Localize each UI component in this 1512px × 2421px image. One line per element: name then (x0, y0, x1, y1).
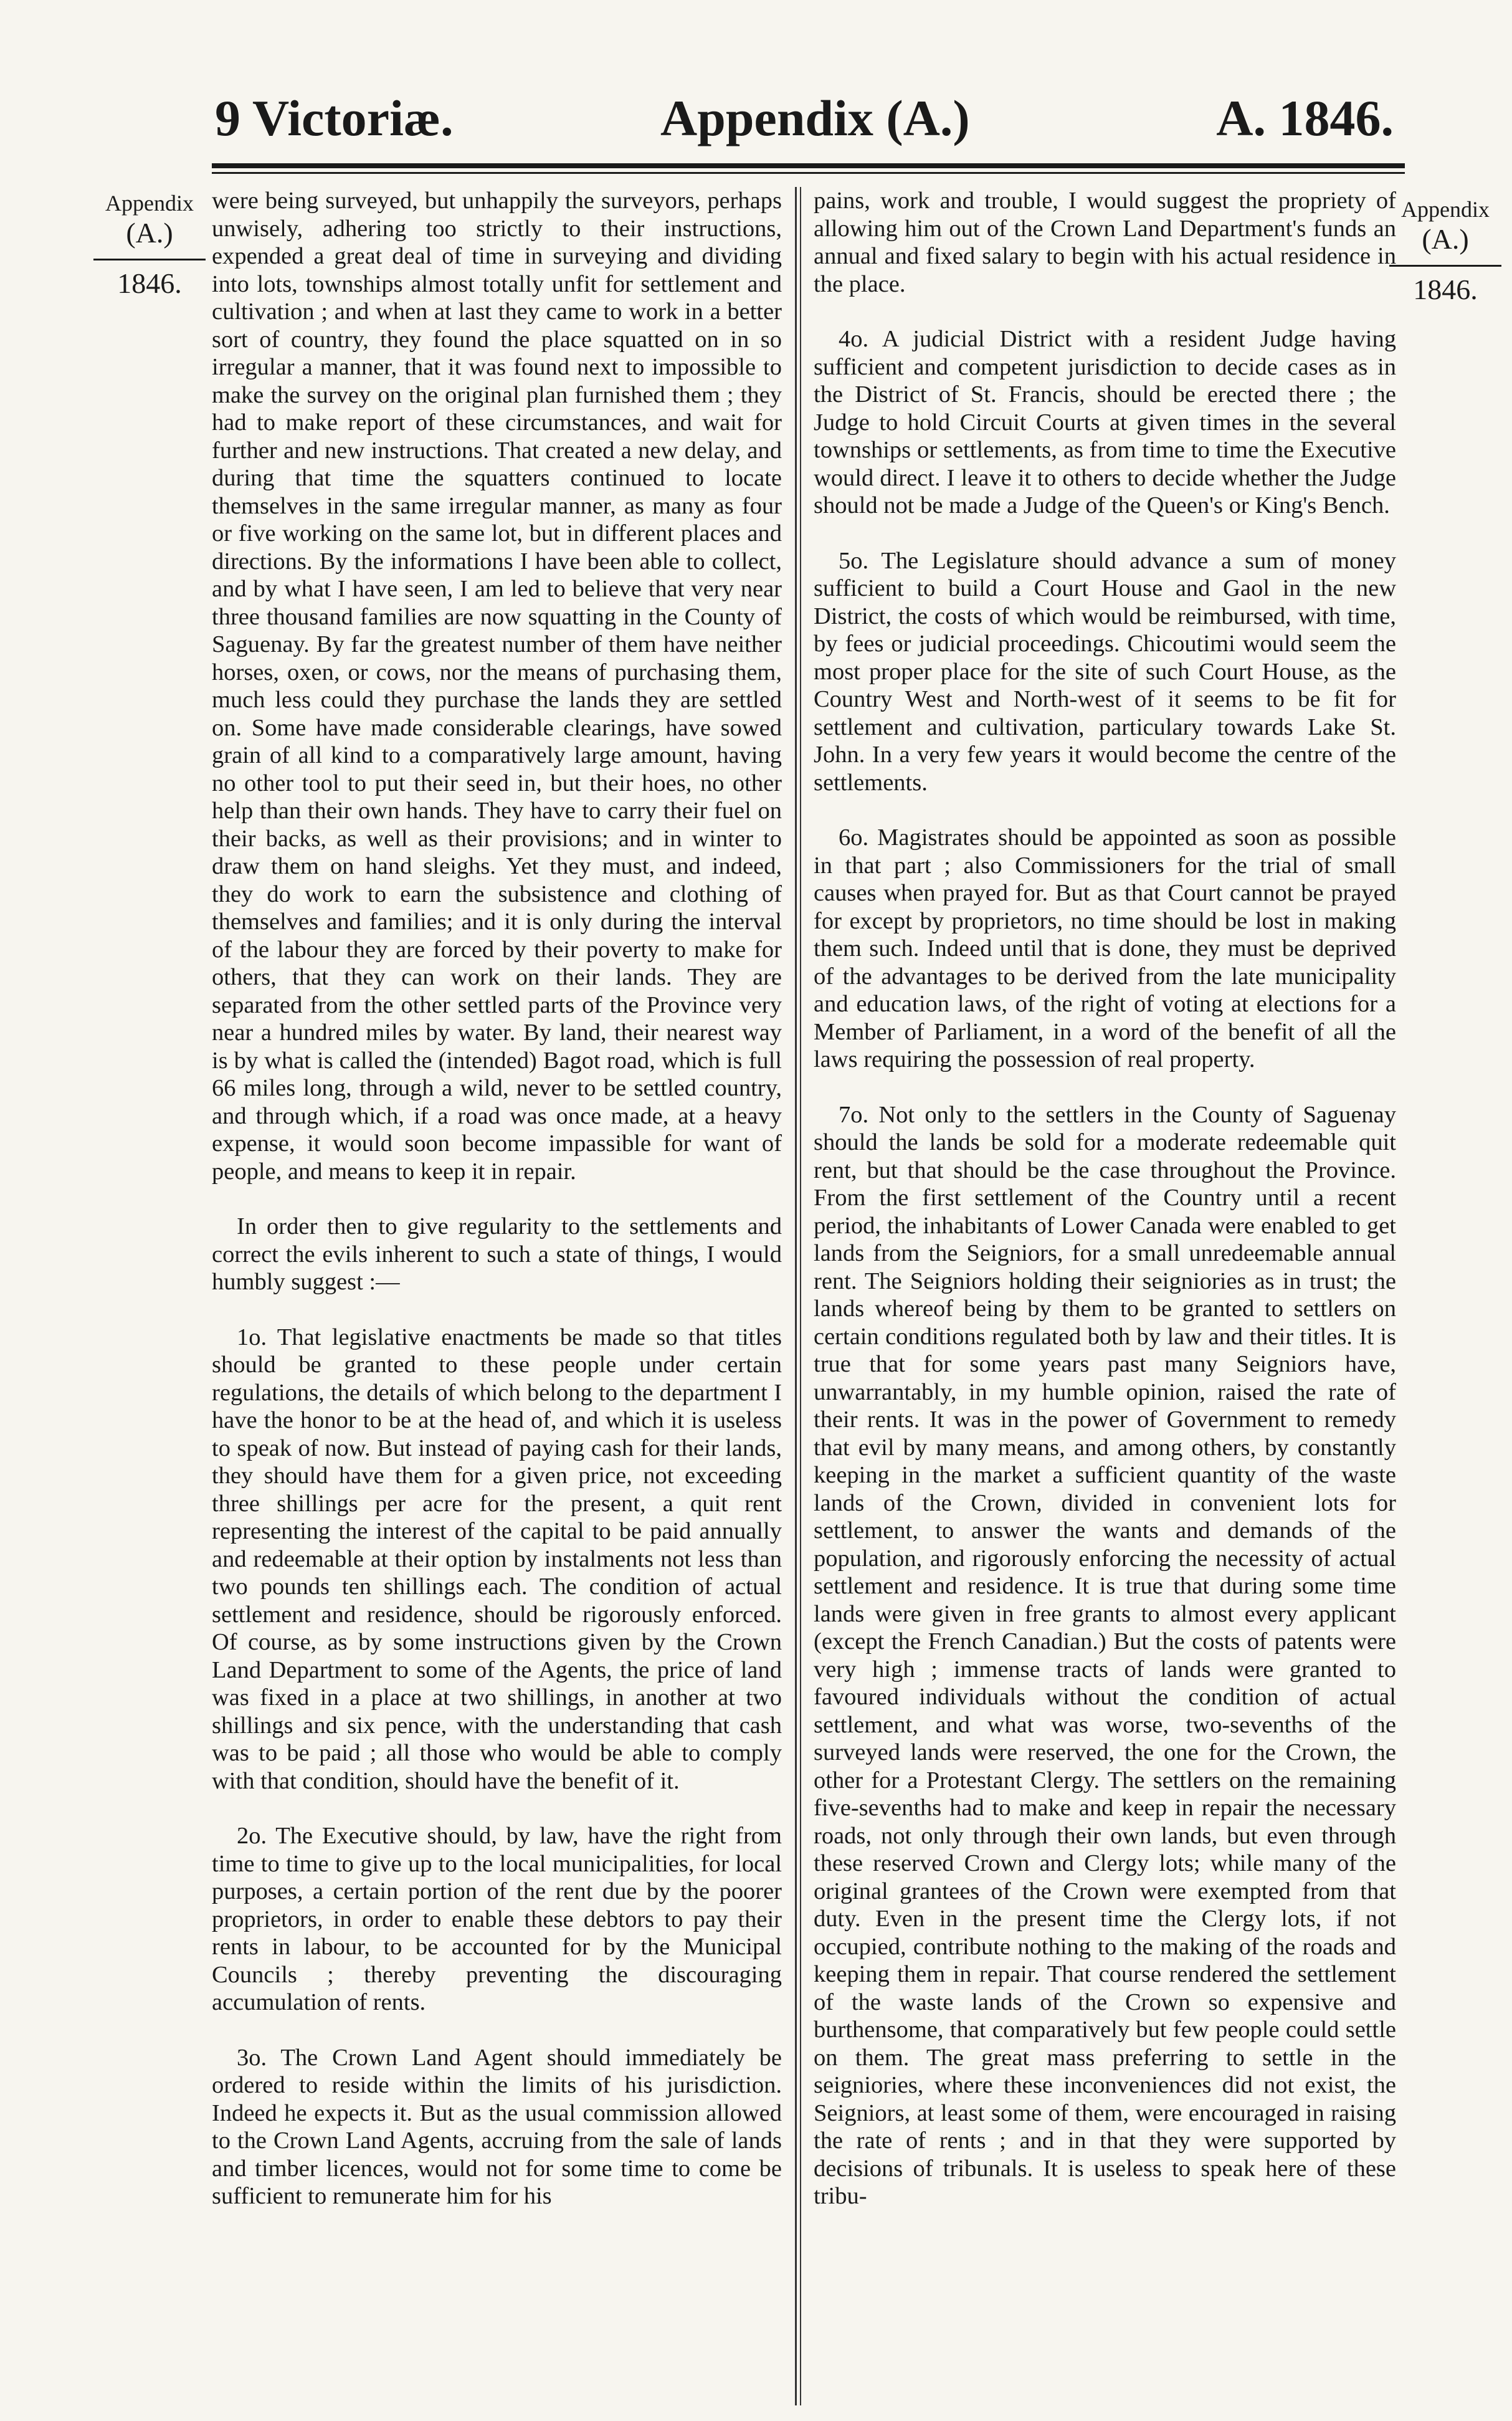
header-appendix-title: Appendix (A.) (660, 90, 970, 146)
header-session: 9 Victoriæ. (215, 90, 454, 146)
margin-section: (A.) (1422, 223, 1469, 255)
paragraph: 6o. Magistrates should be appointed as soon as possible in that part ; also Commissioners for the trial of small causes when prayed for. But as that Court cannot be prayed for except by proprietors, no time should be lost in making them such. Indeed until that is done, they must be deprived of the advantages to be derived from the late municipality and education laws, of the right of voting at elections for a Member of Parliament, in a word of the benefit of all the laws requiring the possession of real property. (814, 824, 1396, 1072)
column-divider (795, 187, 797, 2405)
column-divider-inner (800, 187, 801, 2405)
paragraph: 3o. The Crown Land Agent should immediately be ordered to reside within the limits of his jurisdiction. Indeed he expects it. But as the usual commission allowed to the Crown Land Agents, accruing from the sale of lands and timber licences, would not for some time to come be sufficient to remunerate him for his (212, 2044, 782, 2209)
right-column (814, 187, 1396, 2405)
paragraph: 4o. A judicial District with a resident Judge having sufficient and competent jurisdiction to decide cases as in the District of St. Francis, should be erected there ; the Judge to hold Circuit Courts at given times in the several townships or settlements, as from time to time the Executive would direct. I leave it to others to decide whether the Judge should not be made a Judge of the Queen's or King's Bench. (814, 326, 1396, 518)
margin-year: 1846. (1389, 265, 1501, 307)
running-header (0, 87, 1512, 156)
header-rule-thin (212, 172, 1405, 174)
margin-year: 1846. (93, 259, 206, 300)
header-year: A. 1846. (1216, 90, 1394, 146)
left-column (212, 187, 782, 2405)
paragraph: In order then to give regularity to the settlements and correct the evils inherent to such a state of things, I would humbly suggest :— (212, 1213, 782, 1295)
margin-section: (A.) (126, 217, 173, 249)
margin-label: Appendix (105, 191, 194, 216)
paragraph: 2o. The Executive should, by law, have the right from time to time to give up to the local municipalities, for local purposes, a certain portion of the rent due by the poorer proprietors, in order to enable these debtors to pay their rents in labour, to be accounted for by the Municipal Councils ; thereby preventing the discouraging accumulation of rents. (212, 1823, 782, 2015)
paragraph: 5o. The Legislature should advance a sum of money sufficient to build a Court House and Gaol in the new District, the costs of which would be reimbursed, with time, by fees or judicial proceedings. Chicoutimi would seem the most proper place for the site of such Court House, as the Country West and North-west of it seems to be fit for settlement and cultivation, particulary towards Lake St. John. In a very few years it would become the centre of the settlements. (814, 547, 1396, 796)
paragraph: were being surveyed, but unhappily the surveyors, perhaps unwisely, adhering too strictly to their instructions, expended a great deal of time in surveying and dividing into lots, townships almost totally unfit for settlement and cultivation ; and when at last they came to work in a better sort of country, they found the place squatted on in so irregular a manner, that it was found next to impossible to make the survey on the original plan furnished them ; they had to make report of these circumstances, and wait for further and new instructions. That created a new delay, and during that time the squatters continued to locate themselves in the same irregular manner, as many as four or five working on the same lot, but in different places and directions. By the informations I have been able to collect, and by what I have seen, I am led to believe that very near three thousand families are now squatting in the County of Saguenay. By far the greatest number of them have neither horses, oxen, or cows, nor the means of purchasing them, much less could they purchase the lands they are settled on. Some have made considerable clearings, have sowed grain of all kind to a comparatively large amount, having no other tool to put their seed in, but their hoes, no other help than their own hands. They have to carry their fuel on their backs, as well as their provisions; and in winter to draw them on hand sleighs. Yet they must, and indeed, they do work to earn the subsistence and clothing of themselves and families; and it is only during the interval of the labour they are forced by their poverty to make for others, that they can work on their lands. They are separated from the other settled parts of the Province very near a hundred miles by water. By land, their nearest way is by what is called the (intended) Bagot road, which is full 66 miles long, through a wild, never to be settled country, and through which, if a road was once made, at a heavy expense, it would soon become impassible for want of people, and means to keep it in repair. (212, 188, 782, 1185)
left-margin-note (93, 190, 206, 300)
paragraph: 7o. Not only to the settlers in the County of Saguenay should the lands be sold for a moderate redeemable quit rent, but that should be the case throughout the Province. From the first settlement of the Country until a recent period, the inhabitants of Lower Canada were enabled to get lands from the Seigniors, for a small unredeemable annual rent. The Seigniors holding their seigniories as in trust; the lands whereof being by them to be granted to settlers on certain conditions regulated both by law and their titles. It is true that for some years past many Seigniors have, unwarrantably, in my humble opinion, raised the rate of their rents. It was in the power of Government to remedy that evil by many means, and among others, by constantly keeping in the market a sufficient quantity of the waste lands of the Crown, divided in convenient lots for settlement, to answer the wants and demands of the population, and rigorously enforcing the necessity of actual settlement and residence. It is true that during some time lands were given in free grants to almost every applicant (except the French Canadian.) But the costs of patents were very high ; immense tracts of lands were granted to favoured individuals without the condition of actual settlement, and what was worse, two-sevenths of the surveyed lands were reserved, the one for the Crown, the other for a Protestant Clergy. The settlers on the remaining five-sevenths had to make and keep in repair the necessary roads, not only through their own lands, but even through these reserved Crown and Clergy lots; while many of the original grantees of the Crown were exempted from that duty. Even in the present time the Clergy lots, if not occupied, contribute nothing to the making of the roads and keeping them in repair. That course rendered the settlement of the waste lands of the Crown so expensive and burthensome, that comparatively but few people could settle on them. The great mass preferring to settle in the seigniories, where these inconveniences did not exist, the Seigniors, at least some of them, were encouraged in raising the rate of rents ; and in that they were supported by decisions of tribunals. It is useless to speak here of these tribu- (814, 1101, 1396, 2209)
margin-label: Appendix (1401, 197, 1490, 222)
header-rule-thick (212, 163, 1405, 168)
right-margin-note (1389, 196, 1501, 307)
paragraph: 1o. That legislative enactments be made so that titles should be granted to these people under certain regulations, the details of which belong to the department I have the honor to be at the head of, and which it is useless to speak of now. But instead of paying cash for their lands, they should have them for a given price, not exceeding three shillings per acre for the present, a quit rent representing the interest of the capital to be paid annually and redeemable at their option by instalments not less than two pounds ten shillings each. The condition of actual settlement and residence, should be rigorously enforced. Of course, as by some instructions given by the Crown Land Department to some of the Agents, the price of land was fixed in a place at two shillings, in another at two shillings and six pence, with the understanding that cash was to be paid ; all those who would be able to comply with that condition, should have the benefit of it. (212, 1324, 782, 1794)
paragraph: pains, work and trouble, I would suggest the propriety of allowing him out of the Crown Land Department's funds an annual and fixed salary to begin with his actual residence in the place. (814, 188, 1396, 297)
